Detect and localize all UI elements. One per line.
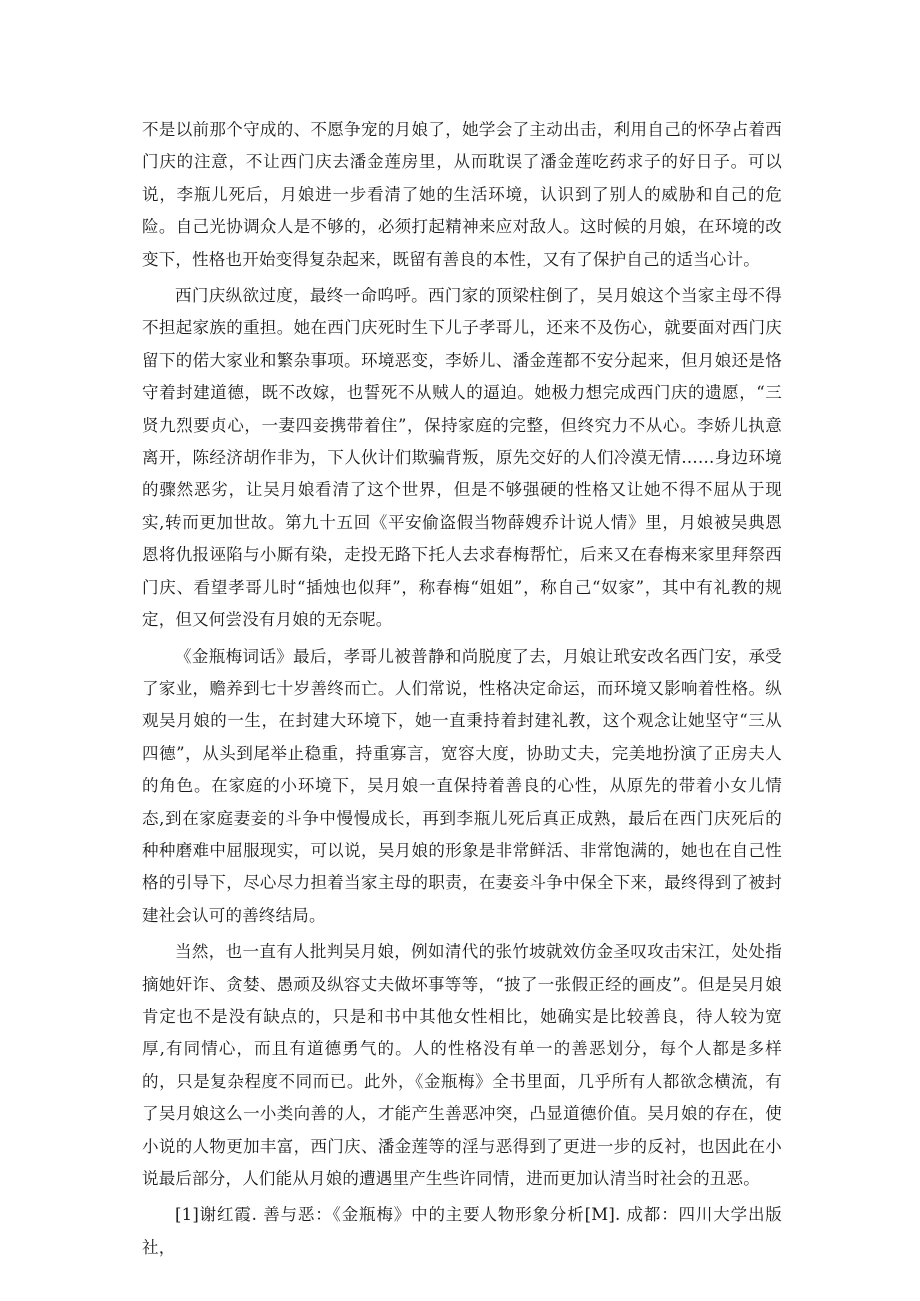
- paragraph-1: 不是以前那个守成的、不愿争宠的月娘了，她学会了主动出击，利用自己的怀孕占着西门庆的注意，不让西门庆去潘金莲房里，从而耽误了潘金莲吃药求子的好日子。可以说，李瓶儿死后，月娘进一步看清了她的生活环境，认识到了别人的威胁和自己的危险。自己光协调众人是不够的，必须打起精神来应对敌人。这时候的月娘，在环境的改变下，性格也开始变得复杂起来，既留有善良的本性，又有了保护自己的适当心计。: [142, 120, 782, 269]
- reference-entry: [1]谢红霞. 善与恶：《金瓶梅》中的主要人物形象分析[M]. 成都：四川大学出版社，: [142, 1205, 782, 1257]
- document-body: [142, 114, 782, 1264]
- paragraph-3: 《金瓶梅词话》最后，孝哥儿被普静和尚脱度了去，月娘让玳安改名西门安，承受了家业，赡养到七十岁善终而亡。人们常说，性格决定命运，而环境又影响着性格。纵观吴月娘的一生，在封建大环境下，她一直秉持着封建礼教，这个观念让她坚守“三从四德”，从头到尾举止稳重，持重寡言，宽容大度，协助丈夫，完美地扮演了正房夫人的角色。在家庭的小环境下，吴月娘一直保持着善良的心性，从原先的带着小女儿情态,到在家庭妻妾的斗争中慢慢成长，再到李瓶儿死后真正成熟，最后在西门庆死后的种种磨难中屈服现实，可以说，吴月娘的形象是非常鲜活、非常饱满的，她也在自己性格的引导下，尽心尽力担着当家主母的职责，在妻妾斗争中保全下来，最终得到了被封建社会认可的善终结局。: [142, 646, 782, 925]
- paragraph-2: 西门庆纵欲过度，最终一命呜呼。西门家的顶梁柱倒了，吴月娘这个当家主母不得不担起家族的重担。她在西门庆死时生下儿子孝哥儿，还来不及伤心，就要面对西门庆留下的偌大家业和繁杂事项。环境恶变，李娇儿、潘金莲都不安分起来，但月娘还是恪守着封建道德，既不改嫁，也誓死不从贼人的逼迫。她极力想完成西门庆的遗愿，“三贤九烈要贞心，一妻四妾携带着住”，保持家庭的完整，但终究力不从心。李娇儿执意离开，陈经济胡作非为，下人伙计们欺骗背叛，原先交好的人们冷漠无情……身边环境的骤然恶劣，让吴月娘看清了这个世界，但是不够强硬的性格又让她不得不屈从于现实,转而更加世故。第九十五回《平安偷盗假当物薛嫂乔计说人情》里，月娘被吴典恩恩将仇报诬陷与小厮有染，走投无路下托人去求春梅帮忙，后来又在春梅来家里拜祭西门庆、看望孝哥儿时“插烛也似拜”，称春梅“姐姐”，称自己“奴家”，其中有礼教的规定，但又何尝没有月娘的无奈呢。: [142, 286, 782, 630]
- paragraph-4: 当然，也一直有人批判吴月娘，例如清代的张竹坡就效仿金圣叹攻击宋江，处处指摘她奸诈、贪婪、愚顽及纵容丈夫做坏事等等，“披了一张假正经的画皮”。但是吴月娘肯定也不是没有缺点的，只是和书中其他女性相比，她确实是比较善良，待人较为宽厚,有同情心，而且有道德勇气的。人的性格没有单一的善恶划分，每个人都是多样的，只是复杂程度不同而已。此外，《金瓶梅》全书里面，几乎所有人都欲念横流，有了吴月娘这么一小类向善的人，才能产生善恶冲突，凸显道德价值。吴月娘的存在，使小说的人物更加丰富，西门庆、潘金莲等的淫与恶得到了更进一步的反衬，也因此在小说最后部分，人们能从月娘的遭遇里产生些许同情，进而更加认清当时社会的丑恶。: [142, 942, 782, 1188]
